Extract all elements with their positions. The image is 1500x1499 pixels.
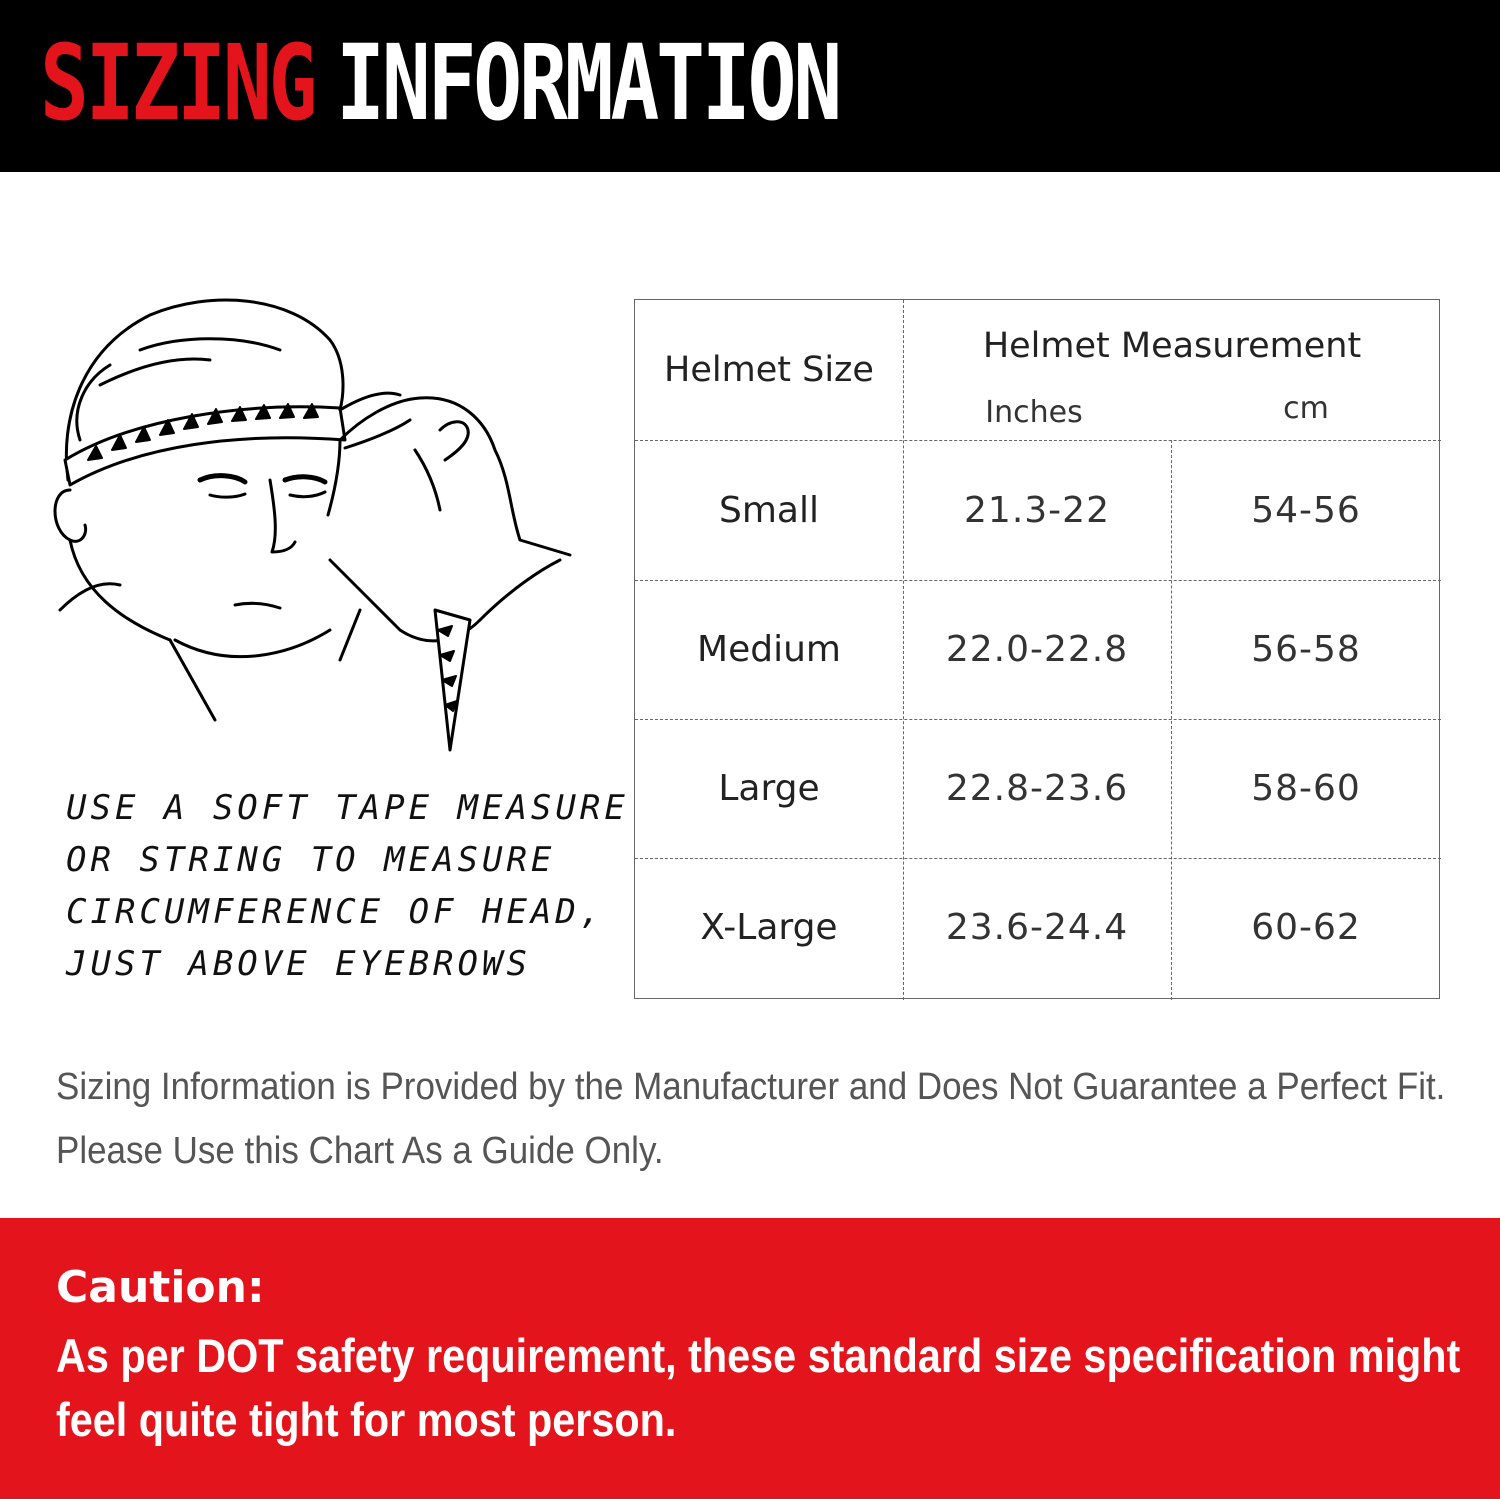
table-cell-cm: 60-62 [1251,907,1361,948]
disclaimer-line: Sizing Information is Provided by the Manufacturer and Does Not Guarantee a Perfect Fit. [56,1066,1446,1108]
table-cell-size: Medium [697,629,841,670]
title-sizing: SIZING [40,22,315,144]
header-inches: Inches [985,394,1083,430]
sizing-disclaimer [56,1055,1446,1183]
table-cell-inches: 21.3-22 [964,489,1110,531]
instruction-line: USE A SOFT TAPE MEASURE [66,788,629,828]
header-helmet-measurement: Helmet Measurement [982,326,1362,366]
table-cell-size: X-Large [700,907,838,948]
caution-line: feel quite tight for most person. [56,1393,677,1446]
table-cell-cm: 56-58 [1251,629,1361,670]
table-cell-size: Small [719,489,819,531]
table-cell-inches: 23.6-24.4 [945,907,1129,948]
caution-line: As per DOT safety requirement, these standard size specification might [56,1329,1461,1382]
table-cell-cm: 54-56 [1251,489,1361,531]
instruction-line: OR STRING TO MEASURE [66,840,556,880]
disclaimer-line: Please Use this Chart As a Guide Only. [56,1130,664,1172]
caution-text [56,1324,1461,1452]
table-cell-size: Large [718,768,820,809]
header-helmet-size: Helmet Size [664,350,874,390]
title-information: INFORMATION [336,22,840,144]
head-measuring-tape-illustration [40,290,600,760]
instruction-line: CIRCUMFERENCE OF HEAD, [66,892,605,932]
instruction-line: JUST ABOVE EYEBROWS [66,944,531,984]
table-cell-cm: 58-60 [1251,768,1361,809]
measurement-instructions [66,782,629,990]
size-table [634,299,1440,999]
caution-title: Caution: [56,1262,265,1313]
header-cm: cm [1283,390,1329,426]
table-cell-inches: 22.0-22.8 [945,629,1129,670]
page-title [40,22,840,144]
table-cell-inches: 22.8-23.6 [945,768,1129,809]
